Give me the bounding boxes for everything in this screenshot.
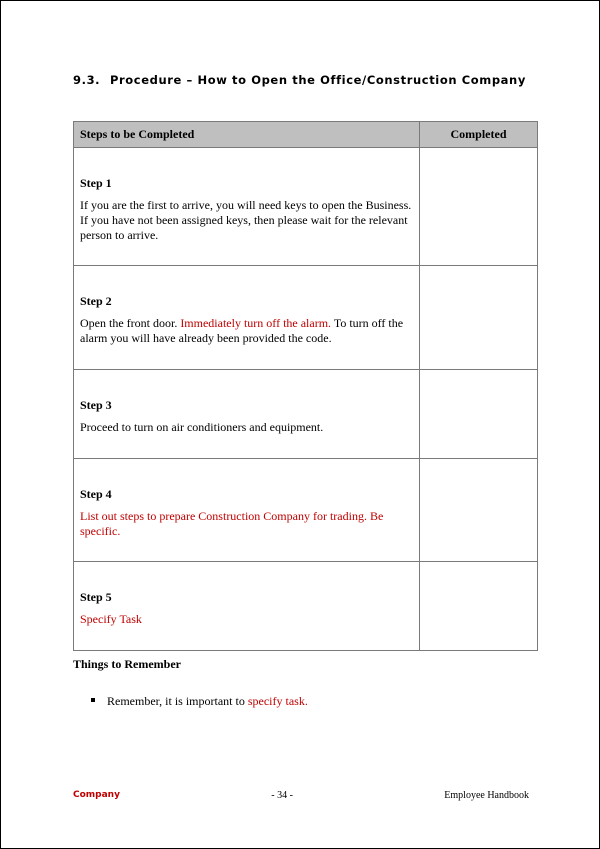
step-title: Step 5 [80, 590, 112, 604]
completed-cell[interactable] [420, 562, 538, 651]
footer-company: Company [73, 790, 120, 800]
section-title: Procedure – How to Open the Office/Construction Company [110, 73, 526, 87]
step-cell [74, 148, 420, 266]
table-row [74, 459, 538, 562]
procedure-table [73, 121, 538, 651]
step-cell [74, 562, 420, 651]
completed-cell[interactable] [420, 148, 538, 266]
step-title: Step 2 [80, 294, 112, 308]
footer-page-number: - 34 - [271, 790, 293, 801]
completed-cell[interactable] [420, 370, 538, 459]
bullet-text-highlight: specify task. [247, 694, 308, 708]
step-title: Step 4 [80, 487, 112, 501]
step-title: Step 3 [80, 398, 112, 412]
bullet-text: Remember, it is important to [107, 694, 248, 708]
step-text: List out steps to prepare Construction Company for trading. Be specific. [80, 509, 384, 538]
step-cell [74, 266, 420, 370]
table-row [74, 370, 538, 459]
section-number: 9.3. [73, 73, 101, 87]
step-text: Proceed to turn on air conditioners and equipment. [80, 420, 324, 434]
table-row [74, 562, 538, 651]
step-text-part: To turn off the alarm you will have already been provided the code. [80, 316, 404, 345]
step-cell [74, 459, 420, 562]
step-text [80, 316, 413, 346]
step-cell [74, 370, 420, 459]
step-text-highlight: Immediately turn off the alarm. [180, 316, 332, 330]
table-row [74, 148, 538, 266]
header-completed: Completed [420, 122, 538, 148]
step-text: If you are the first to arrive, you will need keys to open the Business. If you have not been assigned keys, then please wait for the relevant person to arrive. [80, 198, 412, 242]
table-header-row [74, 122, 538, 148]
footer-document-title: Employee Handbook [444, 790, 529, 801]
bullet-square-icon [91, 698, 95, 702]
section-heading [73, 73, 526, 87]
step-title: Step 1 [80, 176, 112, 190]
completed-cell[interactable] [420, 266, 538, 370]
step-text: Specify Task [80, 612, 142, 626]
remember-title: Things to Remember [73, 657, 181, 671]
remember-bullet [91, 694, 308, 709]
table-row [74, 266, 538, 370]
step-text-part: Open the front door. [80, 316, 181, 330]
page-footer [73, 790, 529, 801]
header-steps: Steps to be Completed [74, 122, 420, 148]
completed-cell[interactable] [420, 459, 538, 562]
